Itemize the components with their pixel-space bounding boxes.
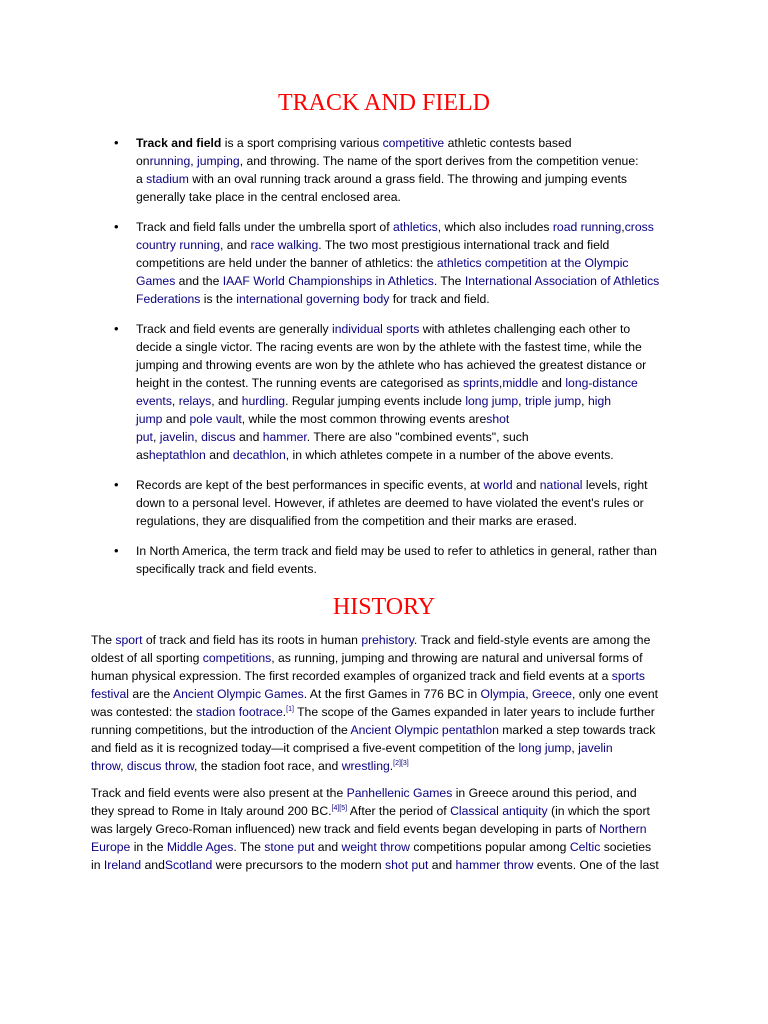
bold-term: Track and field — [136, 136, 222, 150]
inline-link[interactable]: javelin — [159, 430, 195, 444]
text-run: , — [621, 220, 625, 234]
text-line — [136, 272, 684, 290]
text-run: on — [136, 154, 150, 168]
bullet-item — [0, 134, 768, 206]
text-run: were precursors to the modern — [212, 858, 386, 872]
text-run: Records are kept of the best performances in specific events, at — [136, 478, 484, 492]
inline-link[interactable]: hammer — [262, 430, 307, 444]
text-run: , only one event — [571, 687, 659, 701]
page-title: TRACK AND FIELD — [277, 90, 490, 116]
text-run: and — [428, 858, 456, 872]
bullet-text — [136, 134, 684, 206]
text-run: in Greece around this period, and — [452, 786, 637, 800]
text-run: , — [571, 741, 579, 755]
text-run: with athletes challenging each other to — [419, 322, 631, 336]
inline-link[interactable]: long jump — [465, 394, 519, 408]
bullet-text — [136, 476, 684, 530]
inline-link[interactable]: race walking — [250, 238, 319, 252]
inline-link[interactable]: country running — [136, 238, 221, 252]
text-line — [136, 254, 684, 272]
inline-link[interactable]: discus — [201, 430, 236, 444]
inline-link[interactable]: Celtic — [569, 840, 601, 854]
text-run: , — [171, 394, 179, 408]
text-run: events. One of the last — [533, 858, 659, 872]
text-run: with an oval running track around a grass field. The throwing and jumping events — [188, 172, 627, 186]
inline-link[interactable]: stone put — [264, 840, 315, 854]
text-line — [136, 152, 684, 170]
text-run: In North America, the term track and field may be used to refer to athletics in general, rather than — [136, 544, 657, 558]
text-run: height in the contest. The running events are categorised as — [136, 376, 464, 390]
inline-link[interactable]: throw — [91, 759, 121, 773]
text-line — [136, 446, 684, 464]
text-line — [91, 649, 687, 667]
text-line — [91, 631, 687, 649]
text-run: in — [91, 858, 104, 872]
text-run: . — [282, 705, 287, 719]
text-run: . The — [433, 274, 465, 288]
text-line — [91, 703, 687, 721]
inline-link[interactable]: international governing body — [236, 292, 390, 306]
text-run: and field as it is recognized today—it comprised a five-event competition of the — [91, 741, 519, 755]
inline-link[interactable]: sports — [611, 669, 645, 683]
text-run: , — [498, 376, 503, 390]
text-run: competitions popular among — [409, 840, 570, 854]
text-line — [136, 338, 684, 356]
text-run: and — [205, 448, 233, 462]
bullet-icon: • — [114, 219, 119, 234]
text-run: The scope of the Games expanded in later years to include further — [293, 705, 655, 719]
history-paragraph — [91, 784, 687, 874]
text-line — [136, 392, 684, 410]
inline-link[interactable]: stadion footrace — [196, 705, 283, 719]
text-run: generally take place in the central enclosed area. — [136, 190, 401, 204]
inline-link[interactable]: hammer throw — [455, 858, 534, 872]
inline-link[interactable]: competitions — [202, 651, 272, 665]
text-run: was largely Greco-Roman influenced) new track and field events began developing in parts of — [91, 822, 600, 836]
text-line — [136, 560, 684, 578]
text-run: Track and field events were also present at the — [91, 786, 347, 800]
inline-link[interactable]: Middle Ages — [166, 840, 234, 854]
text-run: they spread to Rome in Italy around 200 BC. — [91, 804, 332, 818]
citation-ref[interactable]: [2][3] — [393, 760, 409, 767]
text-run: oldest of all sporting — [91, 651, 203, 665]
text-run: a — [136, 172, 147, 186]
text-run: in the — [130, 840, 167, 854]
text-line — [91, 667, 687, 685]
text-run: down to a personal level. However, if athletes are deemed to have violated the event's rules or — [136, 496, 644, 510]
inline-link[interactable]: pole vault — [189, 412, 242, 426]
text-line — [91, 856, 687, 874]
text-run: , — [190, 154, 198, 168]
text-run: . The — [233, 840, 265, 854]
text-run: Track and field events are generally — [136, 322, 333, 336]
text-line — [91, 820, 687, 838]
bullet-icon: • — [114, 321, 119, 336]
inline-link[interactable]: stadium — [146, 172, 189, 186]
text-run: and — [512, 478, 540, 492]
text-run: decide a single victor. The racing events are won by the athlete with the fastest time, while the — [136, 340, 642, 354]
inline-link[interactable]: heptathlon — [148, 448, 206, 462]
text-run: levels, right — [582, 478, 648, 492]
inline-link[interactable]: Ireland — [103, 858, 142, 872]
text-run: The — [91, 633, 116, 647]
text-run: and — [538, 376, 566, 390]
inline-link[interactable]: cross — [624, 220, 654, 234]
text-run: , which also includes — [437, 220, 553, 234]
inline-link[interactable]: Greece — [531, 687, 572, 701]
inline-link[interactable]: long-distance — [565, 376, 638, 390]
text-run: running competitions, but the introduction of the — [91, 723, 351, 737]
text-run: marked a step towards track — [498, 723, 656, 737]
text-run: , — [120, 759, 127, 773]
text-run: , while the most common throwing events are — [241, 412, 487, 426]
text-run: for track and field. — [389, 292, 490, 306]
inline-link[interactable]: festival — [91, 687, 129, 701]
inline-link[interactable]: relays — [178, 394, 212, 408]
inline-link[interactable]: shot — [486, 412, 510, 426]
text-run: is a sport comprising various — [221, 136, 383, 150]
inline-link[interactable]: world — [483, 478, 513, 492]
inline-link[interactable]: jump — [136, 412, 163, 426]
text-line — [136, 374, 684, 392]
text-line — [91, 721, 687, 739]
inline-link[interactable]: International Association of Athletics — [464, 274, 660, 288]
text-line — [136, 428, 684, 446]
text-run: are the — [128, 687, 173, 701]
text-line — [136, 218, 684, 236]
text-run: . Track and field-style events are among the — [413, 633, 651, 647]
text-run: societies — [600, 840, 652, 854]
bullet-icon: • — [114, 477, 119, 492]
inline-link[interactable]: jumping — [197, 154, 240, 168]
text-line — [91, 757, 687, 775]
inline-link[interactable]: individual sports — [332, 322, 420, 336]
text-run: was contested: the — [91, 705, 197, 719]
inline-link[interactable]: hurdling — [241, 394, 286, 408]
inline-link[interactable]: discus throw — [126, 759, 194, 773]
inline-link[interactable]: weight throw — [341, 840, 410, 854]
inline-link[interactable]: Ancient Olympic pentathlon — [350, 723, 499, 737]
inline-link[interactable]: decathlon — [232, 448, 286, 462]
text-run: . The two most prestigious international track and field — [318, 238, 610, 252]
inline-link[interactable]: put — [136, 430, 153, 444]
inline-link[interactable]: Panhellenic Games — [346, 786, 453, 800]
text-run: and — [162, 412, 190, 426]
text-run: and — [314, 840, 342, 854]
text-line — [136, 290, 684, 308]
text-run: athletic contests based — [444, 136, 572, 150]
bullet-list — [0, 134, 768, 578]
text-run: , the stadion foot race, and — [193, 759, 342, 773]
bullet-item — [0, 320, 768, 464]
inline-link[interactable]: Northern — [599, 822, 647, 836]
text-run: , — [518, 394, 525, 408]
bullet-item — [0, 476, 768, 530]
inline-link[interactable]: middle — [502, 376, 539, 390]
text-run: , — [525, 687, 532, 701]
text-run: . — [389, 759, 394, 773]
text-line — [136, 476, 684, 494]
inline-link[interactable]: running — [149, 154, 191, 168]
text-line — [91, 739, 687, 757]
text-line — [136, 542, 684, 560]
text-run: , as running, jumping and throwing are natural and universal forms of — [271, 651, 643, 665]
text-line — [136, 512, 684, 530]
text-run: , — [194, 430, 202, 444]
text-line — [91, 838, 687, 856]
history-paragraph — [91, 631, 687, 775]
text-run: Track and field falls under the umbrella sport of — [136, 220, 393, 234]
inline-link[interactable]: sport — [115, 633, 143, 647]
text-run: , and — [220, 238, 251, 252]
text-line — [136, 356, 684, 374]
inline-link[interactable]: Classical antiquity — [450, 804, 548, 818]
text-line — [91, 685, 687, 703]
text-line — [136, 134, 684, 152]
text-run: , in which athletes compete in a number of the above events. — [285, 448, 614, 462]
text-run: and the — [175, 274, 223, 288]
inline-link[interactable]: Games — [136, 274, 176, 288]
inline-link[interactable]: shot put — [385, 858, 429, 872]
text-run: . At the first Games in 776 BC in — [303, 687, 481, 701]
bullet-item — [0, 542, 768, 578]
inline-link[interactable]: triple jump — [524, 394, 582, 408]
inline-link[interactable]: events — [136, 394, 172, 408]
inline-link[interactable]: Scotland — [164, 858, 213, 872]
inline-link[interactable]: Olympia — [480, 687, 526, 701]
text-run: . There are also "combined events", such — [306, 430, 529, 444]
inline-link[interactable]: competitive — [382, 136, 445, 150]
inline-link[interactable]: athletics competition at the Olympic — [436, 256, 629, 270]
bullet-text — [136, 218, 684, 308]
inline-link[interactable]: wrestling — [341, 759, 390, 773]
bullet-text — [136, 320, 684, 464]
inline-link[interactable]: road running — [552, 220, 622, 234]
text-line — [136, 494, 684, 512]
text-run: , — [581, 394, 588, 408]
citation-ref[interactable]: [4][5] — [331, 805, 348, 812]
citation-ref[interactable]: [1] — [286, 706, 294, 713]
bullet-icon: • — [114, 135, 119, 150]
text-run: (in which the sport — [547, 804, 650, 818]
text-run: specifically track and field events. — [136, 562, 317, 576]
text-run: competitions are held under the banner of athletics: the — [136, 256, 437, 270]
inline-link[interactable]: Federations — [136, 292, 201, 306]
inline-link[interactable]: national — [539, 478, 583, 492]
text-line — [136, 188, 684, 206]
text-line — [91, 784, 687, 802]
inline-link[interactable]: Europe — [91, 840, 131, 854]
text-run: is the — [200, 292, 237, 306]
text-run: After the period of — [347, 804, 451, 818]
section-heading-history: HISTORY — [332, 594, 436, 620]
text-run: , — [152, 430, 160, 444]
text-run: regulations, they are disqualified from the competition and their marks are erased. — [136, 514, 578, 528]
inline-link[interactable]: long jump — [518, 741, 572, 755]
text-line — [136, 236, 684, 254]
text-run: , and throwing. The name of the sport derives from the competition venue: — [239, 154, 639, 168]
text-line — [136, 170, 684, 188]
inline-link[interactable]: athletics — [392, 220, 438, 234]
bullet-icon: • — [114, 543, 119, 558]
text-run: and — [141, 858, 165, 872]
inline-link[interactable]: Ancient Olympic Games — [172, 687, 304, 701]
text-run: human physical expression. The first recorded examples of organized track and field events at a — [91, 669, 612, 683]
text-run: of track and field has its roots in human — [142, 633, 362, 647]
inline-link[interactable]: javelin — [578, 741, 613, 755]
text-run: and — [235, 430, 263, 444]
bullet-text — [136, 542, 684, 578]
inline-link[interactable]: prehistory — [361, 633, 414, 647]
text-line — [136, 320, 684, 338]
inline-link[interactable]: IAAF World Championships in Athletics — [222, 274, 434, 288]
text-run: . Regular jumping events include — [285, 394, 466, 408]
text-run: jumping and throwing events are won by the athlete who has achieved the greatest distance or — [136, 358, 647, 372]
inline-link[interactable]: high — [587, 394, 611, 408]
text-line — [136, 410, 684, 428]
bullet-item — [0, 218, 768, 308]
text-line — [91, 802, 687, 820]
inline-link[interactable]: sprints — [463, 376, 499, 390]
text-run: , and — [211, 394, 242, 408]
text-run: as — [136, 448, 149, 462]
